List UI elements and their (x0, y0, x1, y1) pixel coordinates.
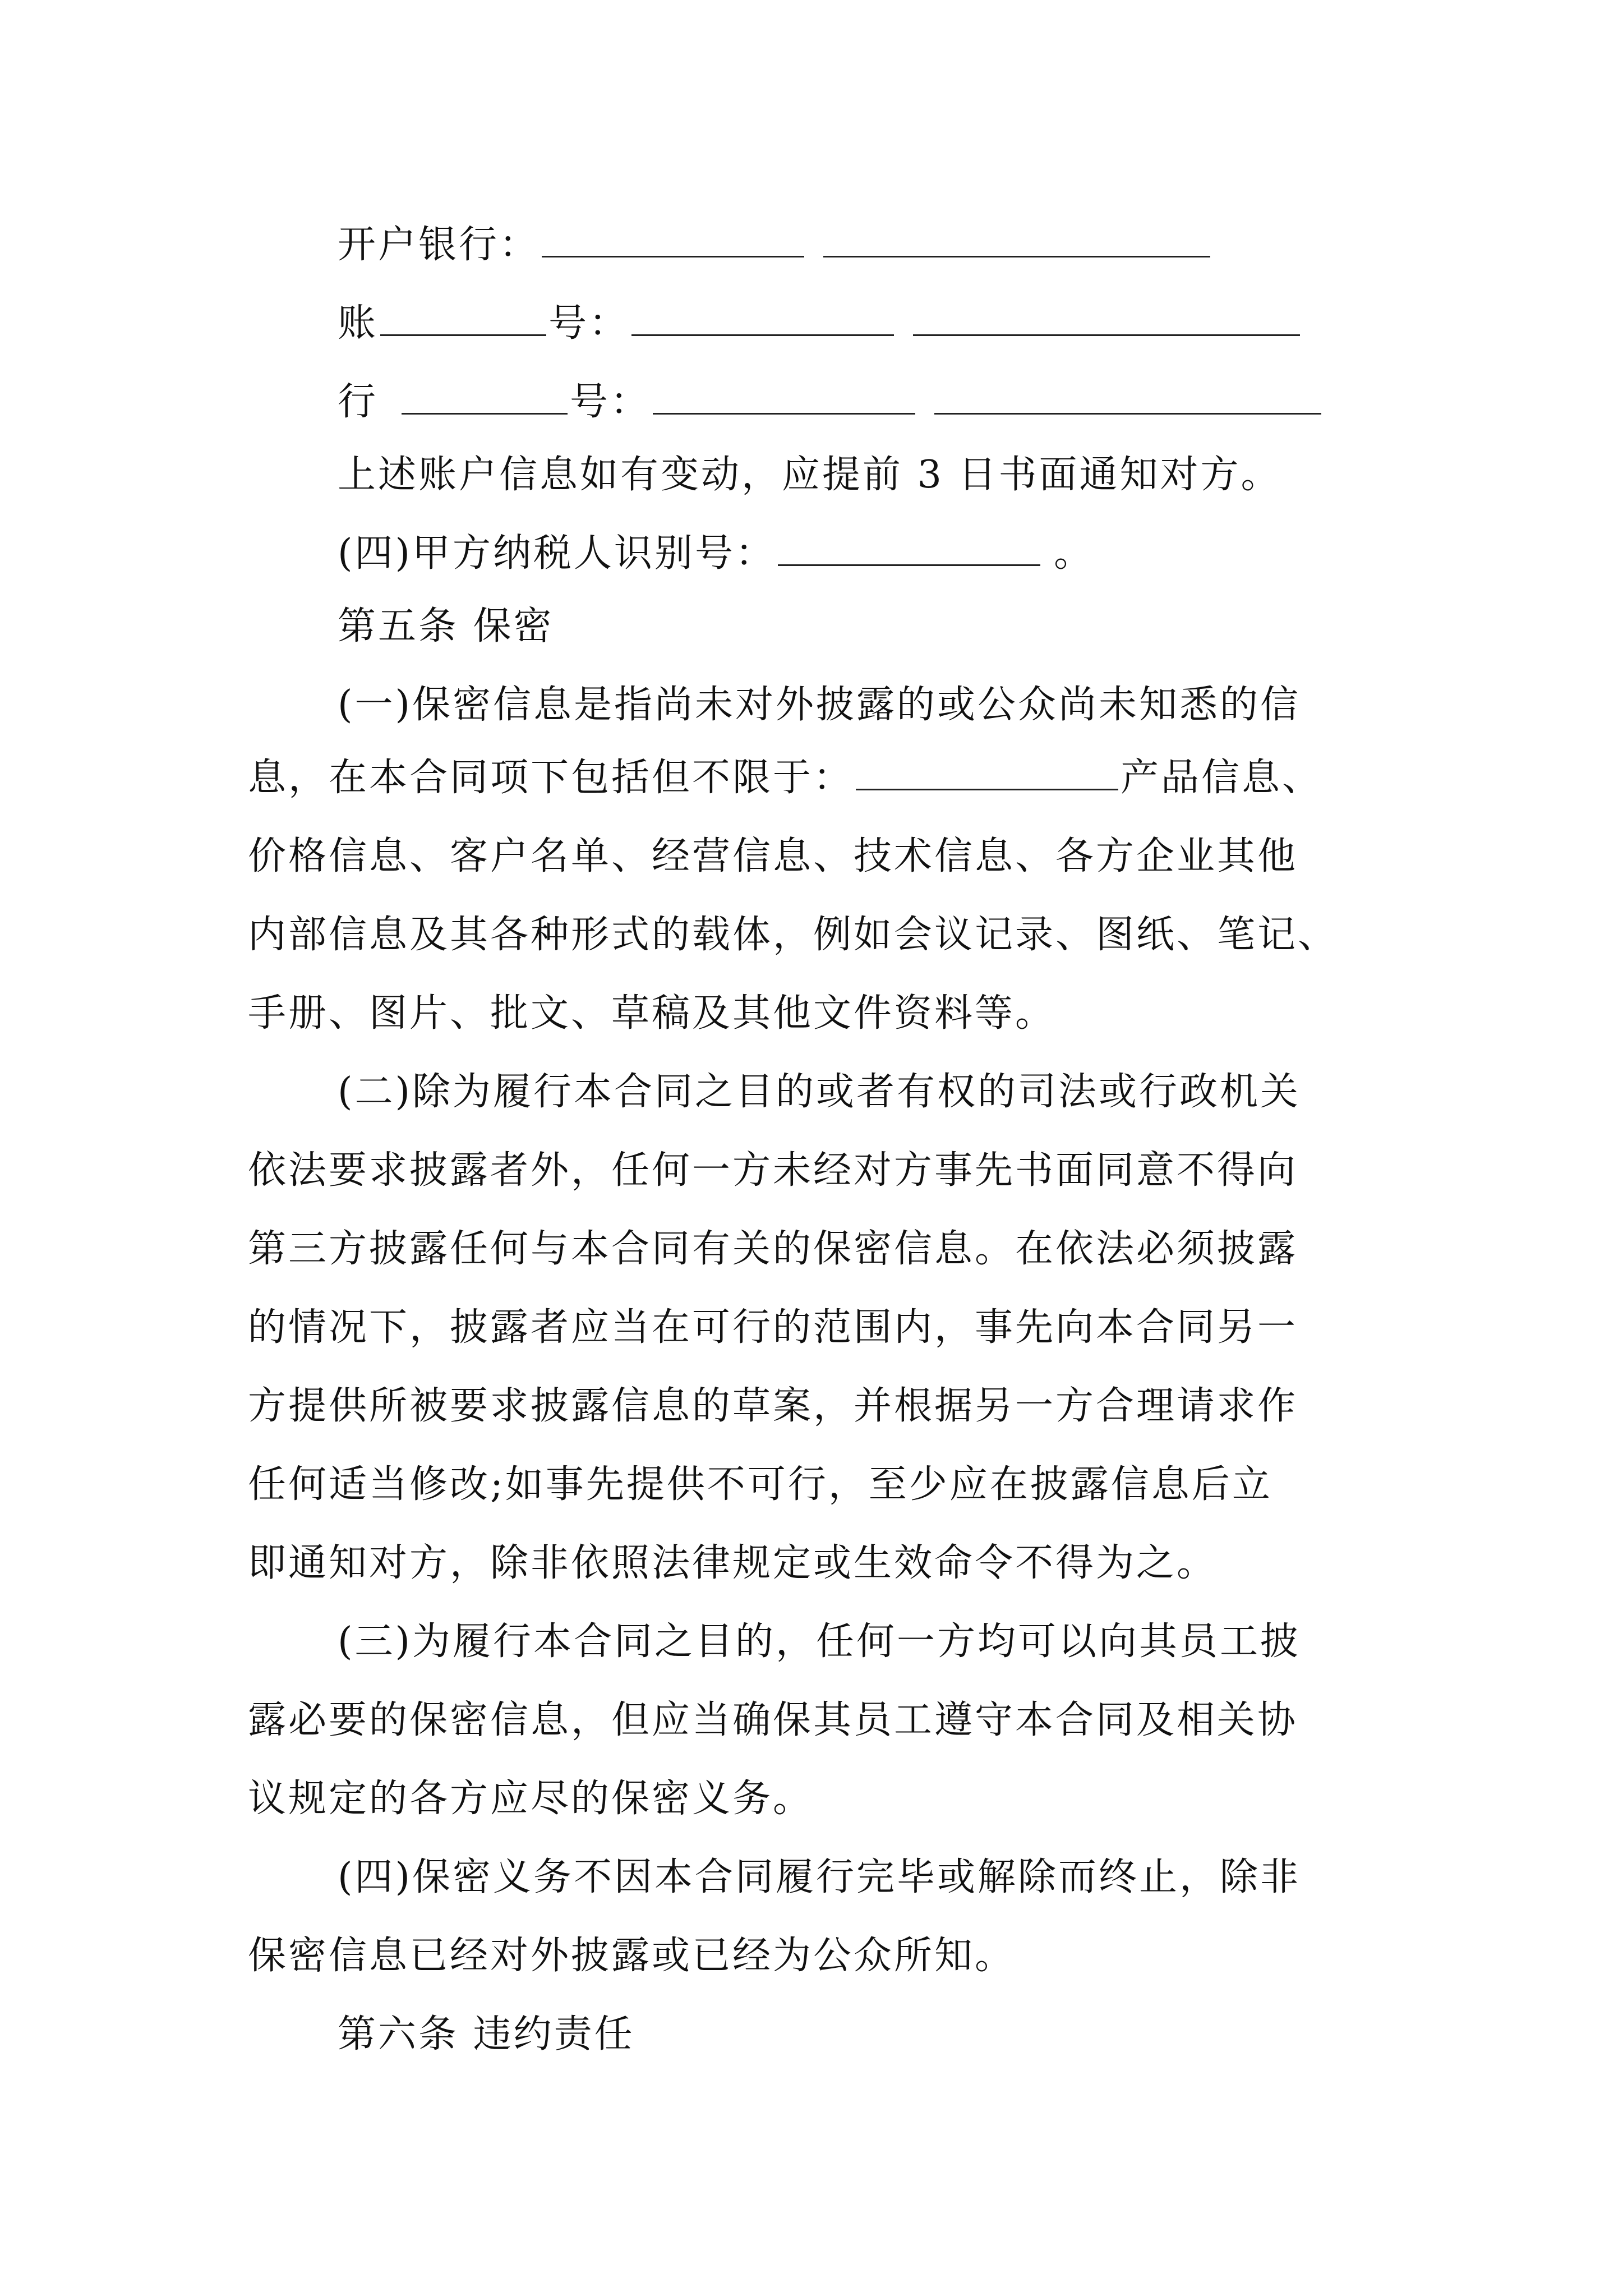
article-6-heading: 第六条 违约责任 (338, 2012, 635, 2056)
account-label-blank (380, 302, 546, 336)
bank-code-label-blank (402, 380, 568, 415)
tax-id-label: (四)甲方纳税人识别号： (338, 531, 776, 576)
article-5-p1-line1: (一)保密信息是指尚未对外披露的或公众尚未知悉的信 (338, 683, 1301, 727)
account-blank-1 (631, 302, 894, 336)
product-blank (856, 756, 1118, 790)
bank-blank-2 (823, 223, 1210, 257)
article-5-p2-line1: (二)除为履行本合同之目的或者有权的司法或行政机关 (338, 1070, 1301, 1114)
article-5-p3-line3: 议规定的各方应尽的保密义务。 (248, 1777, 814, 1821)
article-5-p2-line2: 依法要求披露者外，任何一方未经对方事先书面同意不得向 (248, 1148, 1298, 1193)
account-blank-2 (913, 302, 1300, 336)
article-5-p2-line4: 的情况下，披露者应当在可行的范围内，事先向本合同另一 (248, 1305, 1298, 1350)
bank-code-line (338, 377, 1324, 427)
article-5-p1-line5: 手册、图片、批文、草稿及其他文件资料等。 (248, 991, 1056, 1036)
article-5-p1-line3: 价格信息、客户名单、经营信息、技术信息、各方企业其他 (248, 834, 1298, 878)
article-5-p3-line2: 露必要的保密信息，但应当确保其员工遵守本合同及相关协 (248, 1698, 1298, 1742)
article-5-p2-line3: 第三方披露任何与本合同有关的保密信息。在依法必须披露 (248, 1227, 1298, 1271)
article-5-p4-line1: (四)保密义务不因本合同履行完毕或解除而终止，除非 (338, 1855, 1301, 1899)
article-5-p2-line7: 即通知对方，除非依照法律规定或生效命令不得为之。 (248, 1541, 1218, 1585)
bank-code-label-part1: 行 (338, 380, 379, 424)
account-change-note: 上述账户信息如有变动，应提前 3 日书面通知对方。 (338, 453, 1281, 497)
article-5-p1-line2-text: 息，在本合同项下包括但不限于： (248, 756, 854, 800)
article-5-p2-line5: 方提供所被要求披露信息的草案，并根据另一方合理请求作 (248, 1384, 1298, 1428)
article-5-p1-line2-tail: 产品信息、 (1121, 756, 1323, 800)
bank-line (338, 220, 1212, 270)
article-5-p1-line2 (248, 753, 1322, 803)
article-5-p3-line1: (三)为履行本合同之目的，任何一方均可以向其员工披 (338, 1619, 1301, 1664)
bank-label: 开户银行： (338, 223, 540, 267)
tax-id-period: 。 (1054, 531, 1095, 576)
account-line (338, 298, 1302, 349)
article-5-p4-line2: 保密信息已经对外披露或已经为公众所知。 (248, 1934, 1016, 1978)
account-label-part1: 账 (338, 301, 379, 346)
bank-code-blank-1 (653, 380, 915, 415)
tax-id-line (338, 528, 1094, 579)
article-5-heading: 第五条 保密 (338, 604, 554, 648)
account-label-part2: 号： (548, 301, 630, 346)
tax-id-blank (778, 532, 1040, 566)
bank-code-label-part2: 号： (570, 380, 651, 424)
bank-code-blank-2 (934, 380, 1321, 415)
article-5-p2-line6: 任何适当修改;如事先提供不可行，至少应在披露信息后立 (248, 1462, 1272, 1507)
article-5-p1-line4: 内部信息及其各种形式的载体，例如会议记录、图纸、笔记、 (248, 913, 1339, 957)
bank-blank-1 (542, 223, 804, 257)
